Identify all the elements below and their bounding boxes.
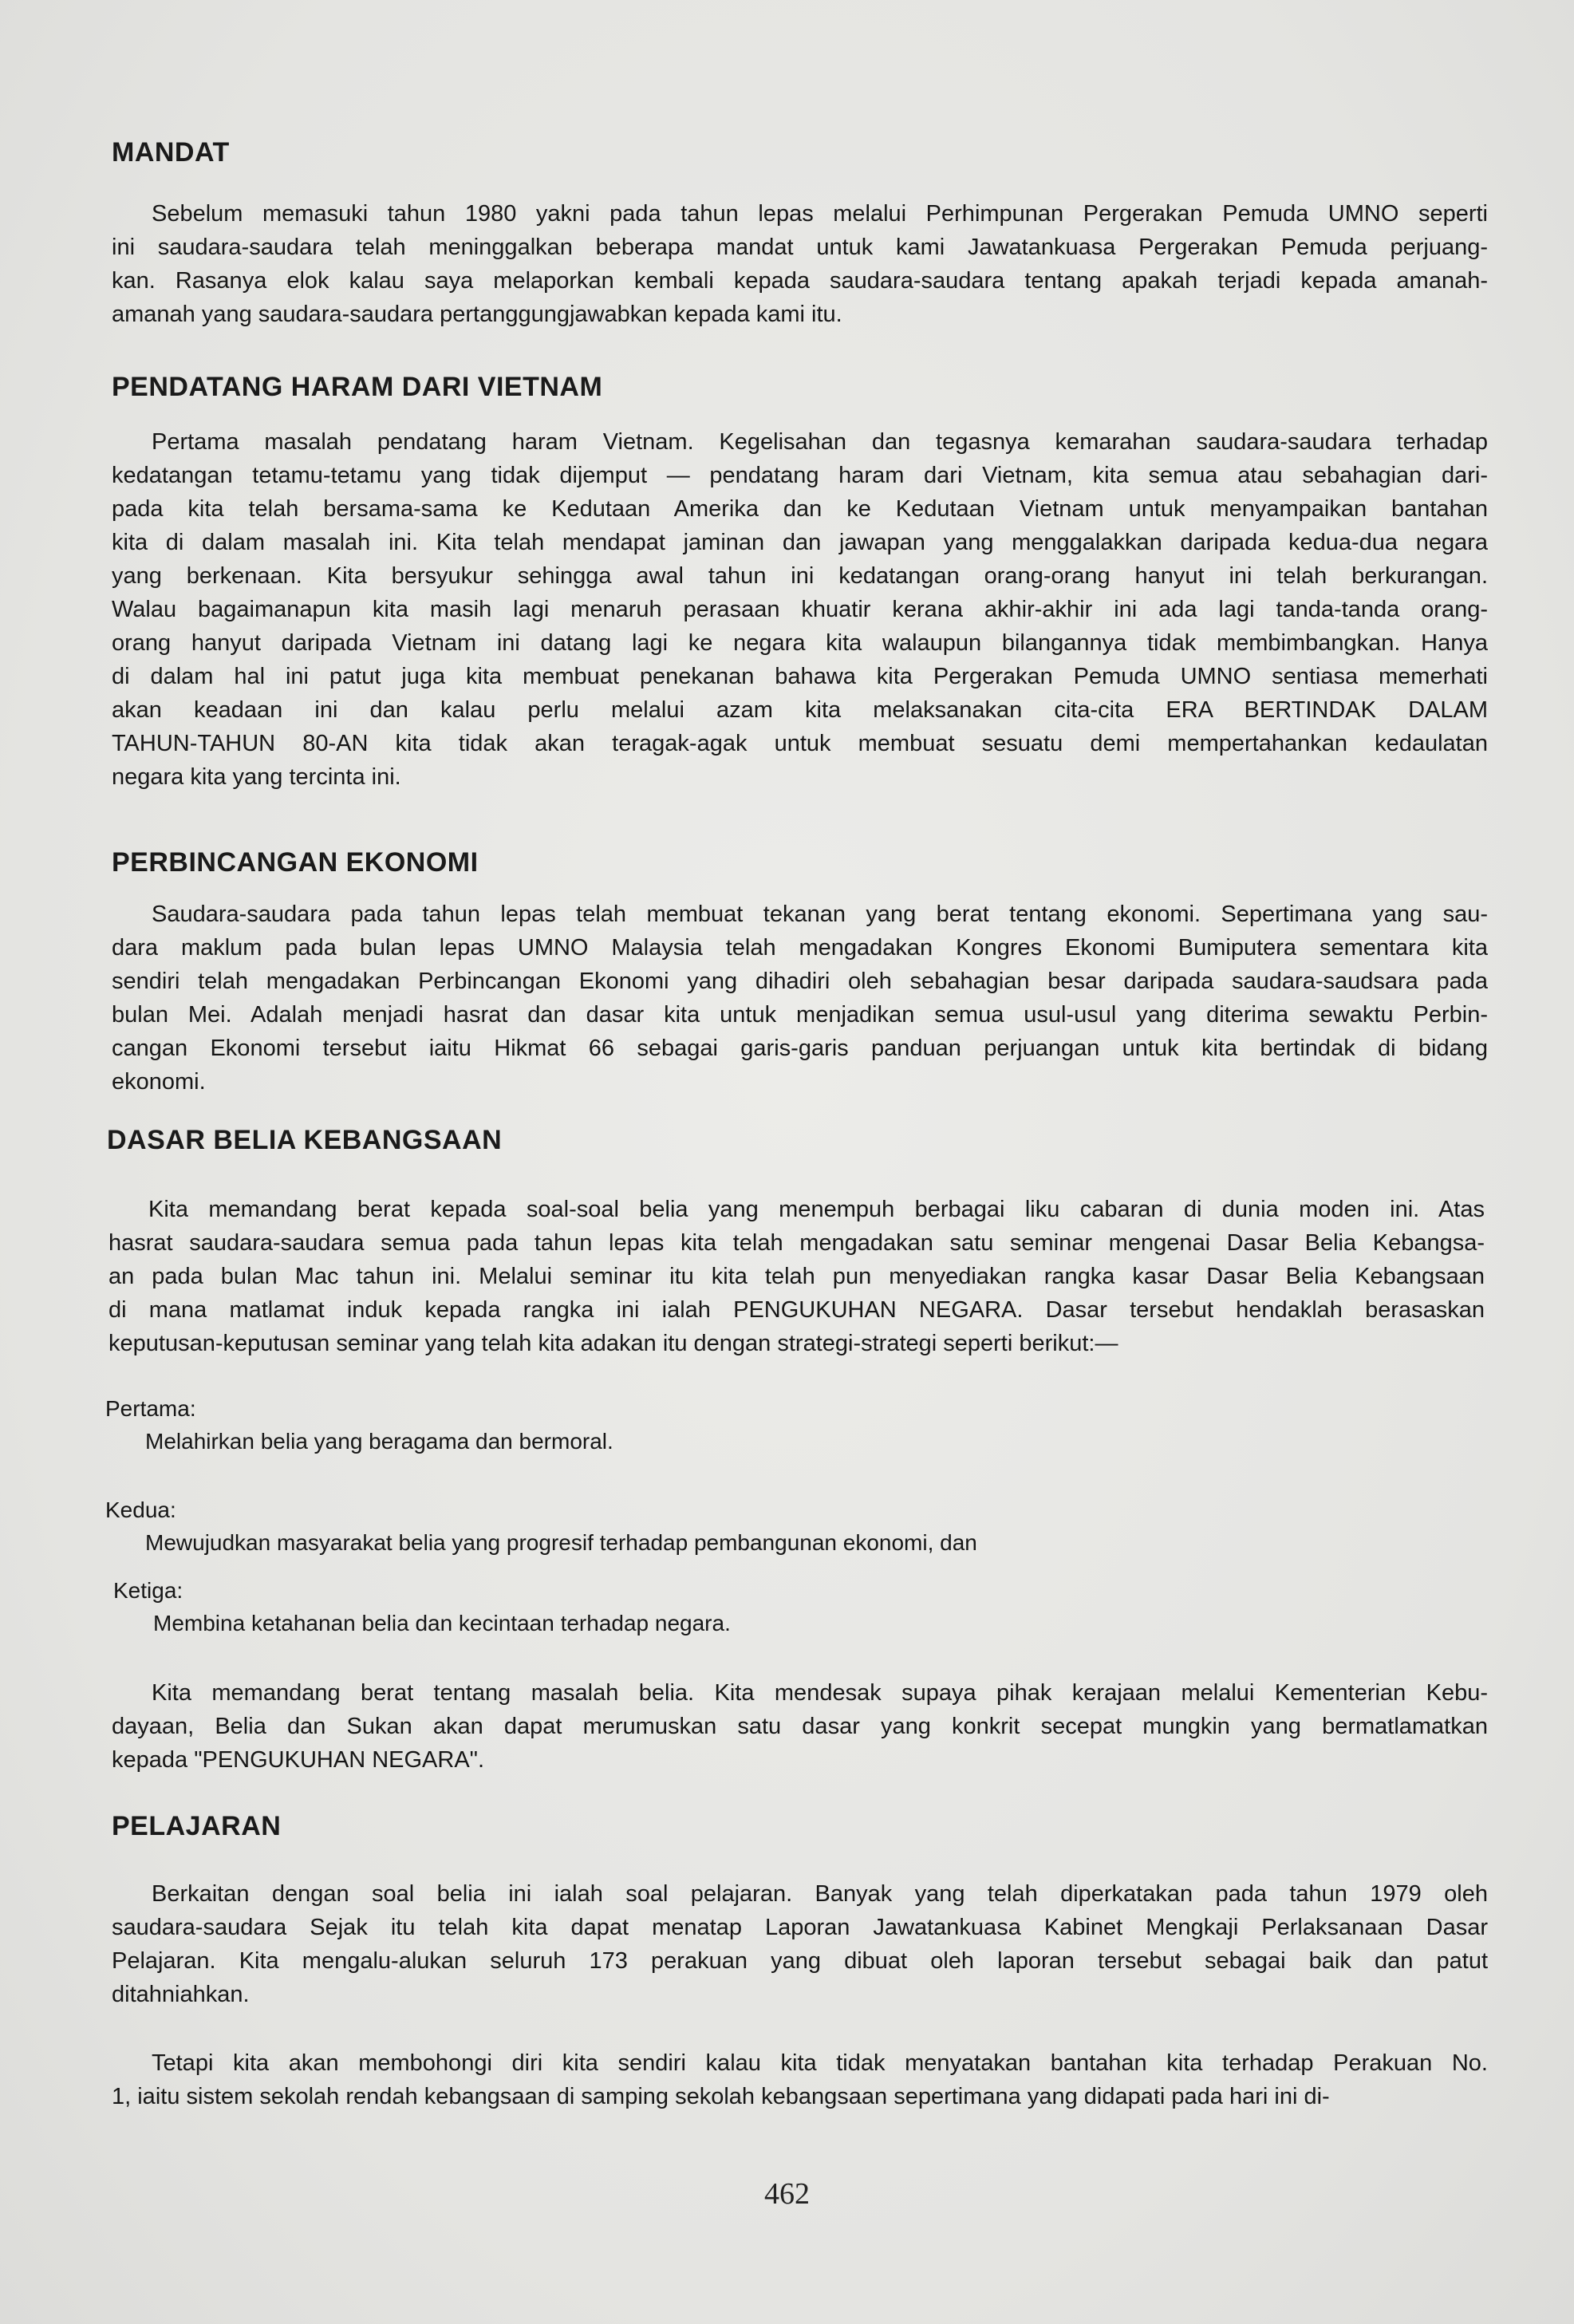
section-closing-belia: [112, 1676, 1488, 1777]
text-line: an pada bulan Mac tahun ini. Melalui seminar itu kita telah pun menyediakan rangka kasar Dasar Belia Kebangsaan: [108, 1264, 1485, 1289]
text-line: dara maklum pada bulan lepas UMNO Malaysia telah mengadakan Kongres Ekonomi Bumiputera sementara kita: [112, 935, 1488, 961]
paragraph: [112, 898, 1488, 1099]
text-line: kan. Rasanya elok kalau saya melaporkan kembali kepada saudara-saudara tentang apakah terjadi kepada amanah-: [112, 268, 1488, 294]
strategy-label: Pertama:: [105, 1396, 196, 1421]
paragraph: [112, 1676, 1488, 1777]
text-line: kita di dalam masalah ini. Kita telah mendapat jaminan dan jawapan yang menggalakkan daripada kedua-dua negara: [112, 530, 1488, 555]
strategy-text: Mewujudkan masyarakat belia yang progresif terhadap pembangunan ekonomi, dan: [145, 1530, 977, 1555]
text-line: yang berkenaan. Kita bersyukur sehingga awal tahun ini kedatangan orang-orang hanyut ini telah berkurangan.: [112, 563, 1488, 589]
text-line: saudara-saudara Sejak itu telah kita dapat menatap Laporan Jawatankuasa Kabinet Mengkaji Perlaksanaan Dasar: [112, 1915, 1488, 1940]
text-line: Sebelum memasuki tahun 1980 yakni pada tahun lepas melalui Perhimpunan Pergerakan Pemuda UMNO seperti: [152, 201, 1488, 227]
text-line: akan keadaan ini dan kalau perlu melalui azam kita melaksanakan cita-cita ERA BERTINDAK DALAM: [112, 697, 1488, 723]
text-line: Saudara-saudara pada tahun lepas telah membuat tekanan yang berat tentang ekonomi. Sepertimana yang sau-: [152, 902, 1488, 927]
text-line: orang hanyut daripada Vietnam ini datang lagi ke negara kita walaupun bilangannya tidak membimbangkan. Hanya: [112, 630, 1488, 656]
paragraph: [112, 1877, 1488, 2011]
strategy-item: [105, 1493, 1481, 1574]
text-line: 1, iaitu sistem sekolah rendah kebangsaan di samping sekolah kebangsaan sepertimana yang didapati pada hari ini di-: [112, 2084, 1330, 2109]
text-line: Pertama masalah pendatang haram Vietnam. Kegelisahan dan tegasnya kemarahan saudara-saudara terhadap: [152, 429, 1488, 455]
section-body-ekonomi: [112, 898, 1488, 1099]
section-heading-pelajaran: PELAJARAN: [112, 1811, 282, 1841]
section-body-belia: [108, 1193, 1485, 1360]
text-line: Kita memandang berat kepada soal-soal belia yang menempuh berbagai liku cabaran di dunia moden ini. Atas: [148, 1197, 1485, 1222]
strategy-item: [105, 1574, 1481, 1639]
text-line: Tetapi kita akan membohongi diri kita sendiri kalau kita tidak menyatakan bantahan kita terhadap Perakuan No.: [152, 2050, 1488, 2076]
text-line: pada kita telah bersama-sama ke Kedutaan Amerika dan ke Kedutaan Vietnam untuk menyampaikan bantahan: [112, 496, 1488, 522]
strategy-label: Ketiga:: [113, 1578, 183, 1603]
text-line: TAHUN-TAHUN 80-AN kita tidak akan teragak-agak untuk membuat sesuatu demi mempertahankan kedaulatan: [112, 731, 1488, 756]
section-body-mandat: [112, 197, 1488, 331]
text-line: kepada "PENGUKUHAN NEGARA".: [112, 1747, 485, 1773]
strategy-text: Membina ketahanan belia dan kecintaan terhadap negara.: [153, 1611, 731, 1635]
text-line: ini saudara-saudara telah meninggalkan beberapa mandat untuk kami Jawatankuasa Pergerakan Pemuda perjuang-: [112, 235, 1488, 260]
text-line: ekonomi.: [112, 1069, 206, 1095]
text-line: Kita memandang berat tentang masalah belia. Kita mendesak supaya pihak kerajaan melalui Kementerian Kebu-: [152, 1680, 1488, 1706]
section-heading-belia: DASAR BELIA KEBANGSAAN: [107, 1125, 503, 1155]
text-line: negara kita yang tercinta ini.: [112, 764, 401, 790]
text-line: di dalam hal ini patut juga kita membuat penekanan bahawa kita Pergerakan Pemuda UMNO sentiasa memerhati: [112, 664, 1488, 689]
paragraph: [112, 2046, 1488, 2113]
section-body-pendatang: [112, 425, 1488, 794]
text-line: hasrat saudara-saudara semua pada tahun lepas kita telah mengadakan satu seminar mengenai Dasar Belia Kebangsa-: [108, 1230, 1485, 1256]
text-line: ditahniahkan.: [112, 1982, 250, 2007]
section-heading-pendatang: PENDATANG HARAM DARI VIETNAM: [112, 372, 603, 402]
text-line: amanah yang saudara-saudara pertanggungjawabkan kepada kami itu.: [112, 302, 842, 327]
text-line: dayaan, Belia dan Sukan akan dapat merumuskan satu dasar yang konkrit secepat mungkin yang bermatlamatkan: [112, 1714, 1488, 1739]
text-line: cangan Ekonomi tersebut iaitu Hikmat 66 sebagai garis-garis panduan perjuangan untuk kita bertindak di bidang: [112, 1036, 1488, 1061]
strategy-text: Melahirkan belia yang beragama dan bermoral.: [145, 1429, 613, 1454]
text-line: keputusan-keputusan seminar yang telah kita adakan itu dengan strategi-strategi seperti berikut:—: [108, 1331, 1118, 1356]
text-line: Pelajaran. Kita mengalu-alukan seluruh 173 perakuan yang dibuat oleh laporan tersebut sebagai baik dan patut: [112, 1948, 1488, 1974]
strategy-label: Kedua:: [105, 1497, 176, 1522]
section-heading-ekonomi: PERBINCANGAN EKONOMI: [112, 847, 479, 878]
page-number: 462: [764, 2177, 810, 2211]
paragraph: [112, 197, 1488, 331]
text-line: Berkaitan dengan soal belia ini ialah soal pelajaran. Banyak yang telah diperkatakan pada tahun 1979 oleh: [152, 1881, 1488, 1907]
strategy-list: [105, 1392, 1481, 1639]
strategy-item: [105, 1392, 1481, 1493]
section-heading-mandat: MANDAT: [112, 137, 230, 168]
section-body-pelajaran: [112, 1877, 1488, 2113]
text-line: sendiri telah mengadakan Perbincangan Ekonomi yang dihadiri oleh sebahagian besar daripada saudara-saudsara pada: [112, 969, 1488, 994]
text-line: di mana matlamat induk kepada rangka ini ialah PENGUKUHAN NEGARA. Dasar tersebut hendaklah berasaskan: [108, 1297, 1485, 1323]
text-line: bulan Mei. Adalah menjadi hasrat dan dasar kita untuk menjadikan semua usul-usul yang diterima sewaktu Perbin-: [112, 1002, 1488, 1028]
paragraph: [108, 1193, 1485, 1360]
text-line: Walau bagaimanapun kita masih lagi menaruh perasaan khuatir kerana akhir-akhir ini ada lagi tanda-tanda orang-: [112, 597, 1488, 622]
paragraph: [112, 425, 1488, 794]
text-line: kedatangan tetamu-tetamu yang tidak dijemput — pendatang haram dari Vietnam, kita semua atau sebahagian dari-: [112, 463, 1488, 488]
